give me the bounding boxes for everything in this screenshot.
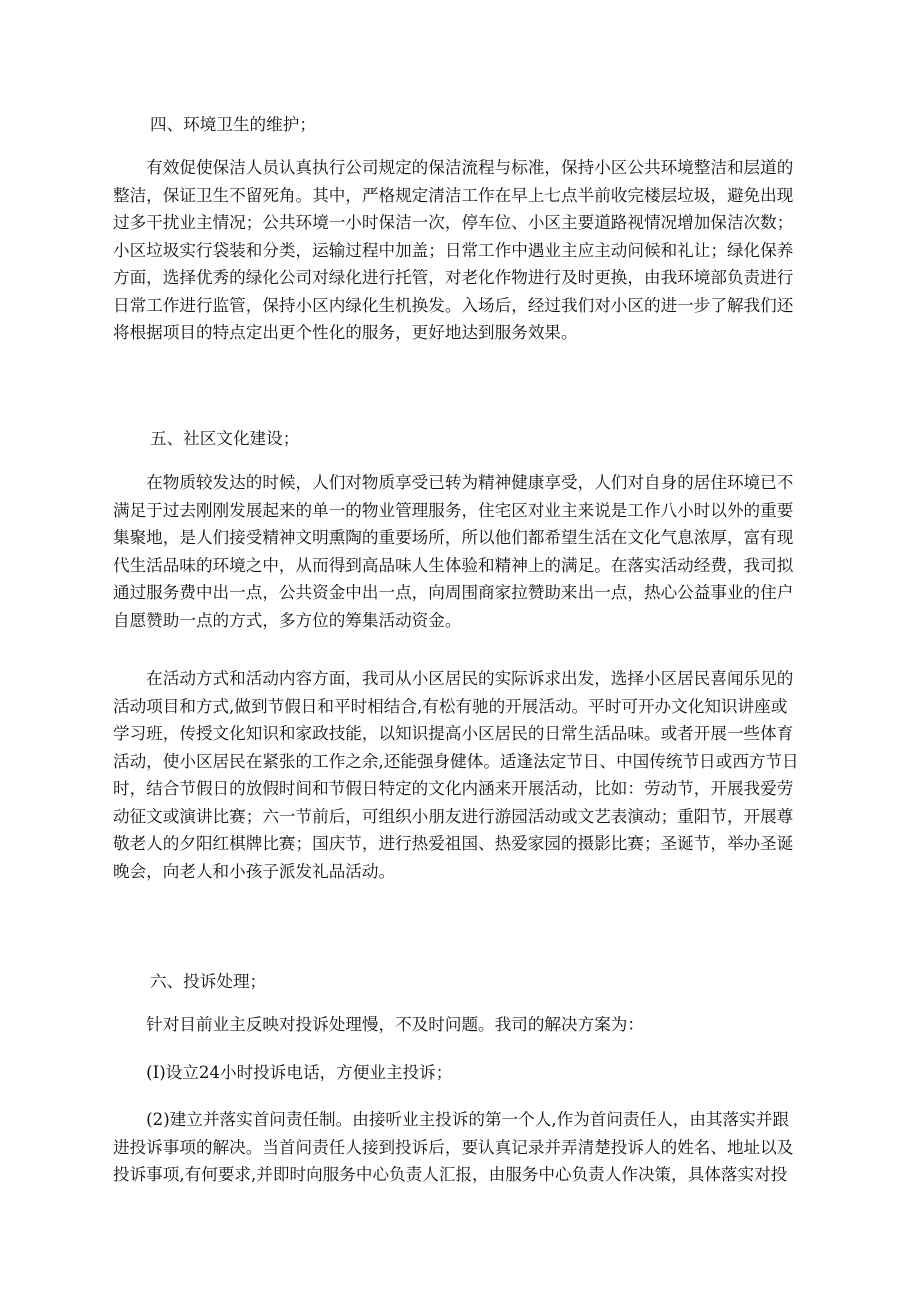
paragraph-line: 动征文或演讲比赛；六一节前后，可组织小朋友进行游园活动或文艺表演动；重阳节，开展尊 — [113, 806, 794, 826]
paragraph-line: 敬老人的夕阳红棋牌比赛；国庆节，进行热爱祖国、热爱家园的摄影比赛；圣诞节，举办圣诞 — [113, 834, 794, 853]
paragraph-line: 自愿赞助一点的方式，多方位的筹集活动资金。 — [113, 610, 462, 630]
paragraph-line: 将根据项目的特点定出更个性化的服务，更好地达到服务效果。 — [113, 323, 578, 342]
paragraph-line: 学习班，传授文化知识和家政技能，以知识提高小区居民的日常生活品味。或者开展一些体育 — [113, 724, 794, 743]
paragraph-line: 日常工作进行监管，保持小区内绿化生机换发。入场后，经过我们对小区的进一步了解我们还 — [113, 295, 794, 315]
section-6-intro — [113, 1011, 819, 1039]
paragraph-line: 有效促使保洁人员认真执行公司规定的保洁流程与标准，保持小区公共环境整洁和层道的 — [113, 158, 794, 177]
section-5-paragraph-1 — [113, 469, 819, 634]
section-6-item-2 — [113, 1106, 819, 1189]
paragraph-line: 投诉事项,有何要求,并即时向服务中心负责人汇报，由服务中心负责人作决策，具体落实对投 — [113, 1165, 788, 1184]
section-4-heading: 四、环境卫生的维护； — [150, 115, 316, 134]
paragraph-line: 在物质较发达的时候，人们对物质享受已转为精神健康享受，人们对自身的居住环境已不 — [113, 473, 794, 492]
paragraph-line: (I)设立24小时投诉电话，方便业主投诉； — [113, 1063, 453, 1082]
paragraph-line: 时，结合节假日的放假时间和节假日特定的文化内涵来开展活动，比如：劳动节，开展我爱劳 — [113, 779, 794, 798]
paragraph-line: (2)建立并落实首问责任制。由接听业主投诉的第一个人,作为首问责任人，由其落实并跟 — [113, 1110, 789, 1129]
paragraph-line: 满足于过去刚刚发展起来的单一的物业管理服务，住宅区对业主来说是工作八小时以外的重要 — [113, 500, 794, 520]
paragraph-line: 进投诉事项的解决。当首问责任人接到投诉后，要认真记录并弄清楚投诉人的姓名、地址以及 — [113, 1137, 794, 1157]
paragraph-line: 活动项目和方式,做到节假日和平时相结合,有松有驰的开展活动。平时可开办文化知识讲座或 — [113, 696, 788, 716]
paragraph-line: 针对目前业主反映对投诉处理慢，不及时问题。我司的解决方案为： — [113, 1015, 644, 1034]
paragraph-line: 小区垃圾实行袋装和分类，运输过程中加盖；日常工作中遇业主应主动问候和礼让；绿化保养 — [113, 240, 794, 260]
section-4-paragraph — [113, 154, 819, 347]
paragraph-line: 在活动方式和活动内容方面，我司从小区居民的实际诉求出发，选择小区居民喜闻乐见的 — [113, 669, 794, 688]
section-5-heading: 五、社区文化建设； — [150, 429, 300, 448]
paragraph-line: 代生活品味的环境之中，从而得到高品味人生体验和精神上的满足。在落实活动经费，我司拟 — [113, 555, 794, 575]
section-6-heading: 六、投诉处理； — [150, 972, 267, 991]
paragraph-line: 活动，使小区居民在紧张的工作之余,还能强身健体。适逢法定节日、中国传统节日或西方节日 — [113, 751, 799, 771]
section-5-paragraph-2 — [113, 665, 819, 885]
section-6-item-1 — [113, 1059, 819, 1087]
paragraph-line: 通过服务费中出一点，公共资金中出一点，向周围商家拉赞助来出一点，热心公益事业的住户 — [113, 583, 794, 602]
paragraph-line: 方面，选择优秀的绿化公司对绿化进行托管，对老化作物进行及时更换，由我环境部负责进行 — [113, 268, 794, 287]
paragraph-line: 整洁，保证卫生不留死角。其中，严格规定清洁工作在早上七点半前收完楼层垃圾，避免出现 — [113, 185, 794, 205]
paragraph-line: 集聚地，是人们接受精神文明熏陶的重要场所，所以他们都希望生活在文化气息浓厚，富有现 — [113, 528, 794, 547]
paragraph-line: 过多干扰业主情况；公共环境一小时保洁一次，停车位、小区主要道路视情况增加保洁次数； — [113, 213, 794, 232]
paragraph-line: 晚会，向老人和小孩子派发礼品活动。 — [113, 861, 396, 881]
